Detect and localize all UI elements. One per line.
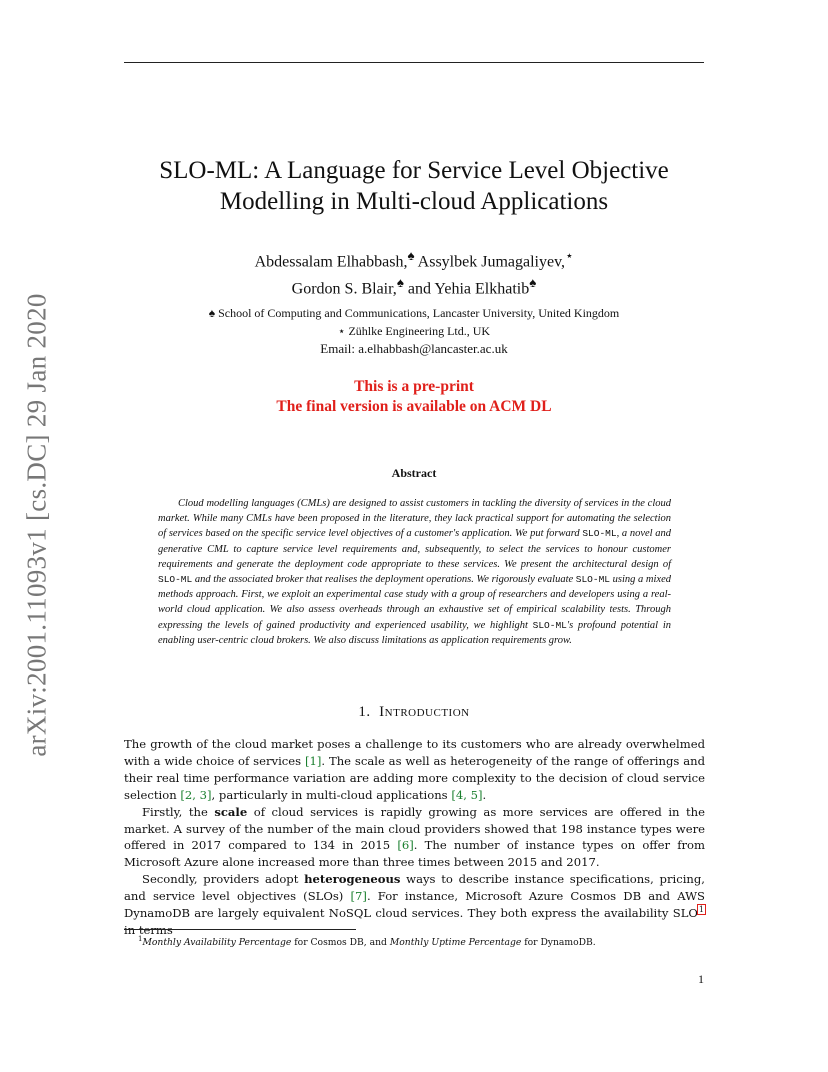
code-term: SLO-ML xyxy=(158,574,193,586)
arxiv-id: arXiv:2001.11093v1 [cs.DC] 29 Jan 2020 xyxy=(21,293,52,757)
paragraph: Secondly, providers adopt heterogeneous ways to describe instance specifications, pricing, and service level objectives (SLOs) [7]. For instance, Microsoft Azure Cosmos DB and AWS DynamoDB are largely equivalent NoSQL cloud services. They both express the availability SLO$^1$ in terms xyxy=(124,872,705,937)
footnote-rule xyxy=(124,929,356,930)
affiliations xyxy=(124,304,704,358)
emphasis: heterogeneous xyxy=(304,872,401,887)
code-term: SLO-ML xyxy=(582,528,617,540)
spade-mark: ♠ xyxy=(407,248,415,263)
author-2: Assylbek Jumagaliyev, xyxy=(417,253,566,271)
paragraph: The growth of the cloud market poses a challenge to its customers who are already overwhelmed with a wide choice of services [1]. The scale as well as heterogeneity of the range of offerings and their real time performance variation are adding more complexity to the decision of cloud service selection [2, 3], particularly in multi-cloud applications [4, 5]. xyxy=(124,737,705,802)
contact-email: Email: a.elhabbash@lancaster.ac.uk xyxy=(320,341,508,356)
notice-line-2: The final version is available on ACM DL xyxy=(276,398,552,415)
citation-link[interactable]: [1] xyxy=(304,753,322,768)
footnote-mark: 1 xyxy=(138,935,143,943)
citation-link[interactable]: [4, 5] xyxy=(451,787,483,802)
code-term: SLO-ML xyxy=(532,619,567,631)
page-number: 1 xyxy=(698,972,704,986)
section-title: Introduction xyxy=(379,704,470,720)
affiliation-zuhlke: Zühlke Engineering Ltd., UK xyxy=(348,324,491,338)
star-mark: ⋆ xyxy=(565,248,574,263)
author-list xyxy=(124,245,704,300)
paper-title xyxy=(124,155,704,217)
section-heading xyxy=(124,704,704,721)
section-number: 1. xyxy=(358,704,371,720)
title-line-2: Modelling in Multi-cloud Applications xyxy=(219,188,609,215)
citation-link[interactable]: [6] xyxy=(397,838,414,853)
spade-mark: ♠ xyxy=(529,275,537,291)
author-conjunction: and xyxy=(407,280,432,298)
body-text xyxy=(124,736,705,939)
code-term: SLO-ML xyxy=(575,574,610,586)
abstract-heading: Abstract xyxy=(391,466,437,480)
star-mark: ⋆ xyxy=(337,324,346,338)
title-line-1: SLO-ML: A Language for Service Level Objective xyxy=(159,157,669,184)
paragraph: Firstly, the scale of cloud services is rapidly growing as more services are offered in the market. A survey of the number of the main cloud providers showed that 198 instance types were offered in 2017 compared to 134 in 2015 [6]. The number of instance types on offer from Microsoft Azure alone increased more than three times between 2015 and 2017. xyxy=(124,804,705,870)
spade-mark: ♠ xyxy=(208,306,216,320)
spade-mark: ♠ xyxy=(396,275,404,291)
abstract-text: Cloud modelling languages (CMLs) are designed to assist customers in tackling the diversity of services in the cloud market. While many CMLs have been proposed in the literature, they lack practical support for automating the selection of services based on the specific service level objectives of a customer's application. We put forward SLO-ML, a novel and generative CML to capture service level requirements and, subsequently, to select the services to honour customer requirements and generate the deployment code appropriate to these services. We present the architectural design of SLO-ML and the associated broker that realises the deployment operations. We rigorously evaluate SLO-ML using a mixed methods approach. First, we exploit an experimental case study with a group of researchers and developers using a real-world cloud application. We also assess overheads through an exhaustive set of empirical scalability tests. Through expressing the levels of gained productivity and experienced usability, we highlight SLO-ML's profound potential in enabling user-centric cloud brokers. We also discuss limitations as application requirements grow. xyxy=(158,498,671,646)
notice-line-1: This is a pre-print xyxy=(354,378,474,395)
author-3: Gordon S. Blair, xyxy=(291,280,397,298)
emphasis: scale xyxy=(214,804,248,819)
preprint-notice xyxy=(124,377,704,417)
affiliation-lancaster: School of Computing and Communications, Lancaster University, United Kingdom xyxy=(218,306,620,320)
citation-link[interactable]: [2, 3] xyxy=(180,787,212,802)
header-rule xyxy=(124,62,704,63)
author-4: Yehia Elkhatib xyxy=(434,280,530,298)
author-1: Abdessalam Elhabbash, xyxy=(254,253,408,271)
citation-link[interactable]: [7] xyxy=(350,889,367,904)
footnote-link[interactable]: 1 xyxy=(698,905,704,915)
footnote: $^1$Monthly Availability Percentage for Cosmos DB, and Monthly Uptime Percentage for DynamoDB. xyxy=(138,935,596,949)
